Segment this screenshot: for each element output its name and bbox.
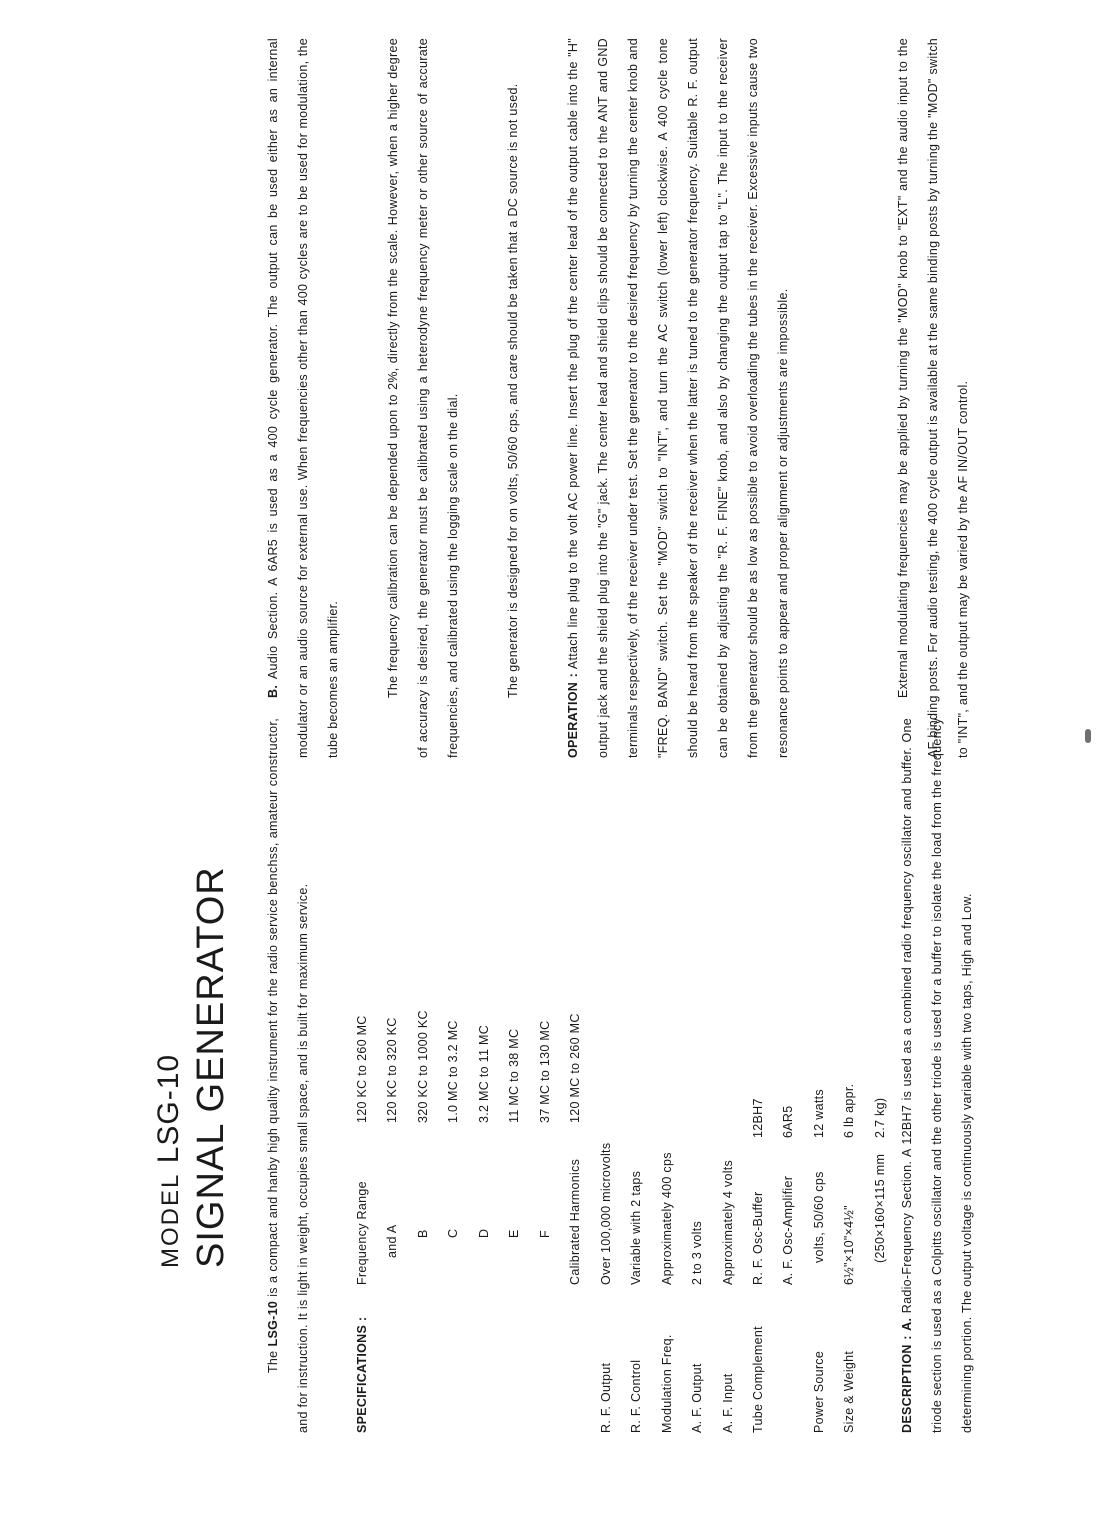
section-a-label: A. — [900, 1317, 914, 1331]
band-range: 3.2 MC to 11 MC — [477, 1024, 491, 1123]
power-text: The generator is designed for on volts, 50/60 cps, and care should be taken that a DC source is not used. — [506, 83, 520, 698]
external-text: External modulating frequencies may be applied by turning the "MOD" knob to "EXT" and the audio input to the AF binding posts. For audio testing, the 400 cycle output is available at the same binding posts by turning the "MOD" switch to "INT", and the output may be varied by the AF IN/OUT control. — [896, 38, 970, 758]
spec-extra: 6AR5 — [781, 1105, 795, 1138]
band-range: 1.0 MC to 3.2 MC — [446, 1020, 460, 1123]
specifications — [352, 718, 752, 1433]
operation-text: Attach line plug to the volt AC power line. Insert the plug of the center lead of the output cable into the "H" output jack and the shield plug into the "G" jack. The center lead and shield clips should be connected to the ANT and GND terminals respectively, of the receiver under test. Set the generator to the desired frequency by turning the center knob and "FREQ. BAND" switch. Set the "MOD" switch to "INT", and turn the AC switch (lower left) clockwise. A 400 cycle tone should be heard from the speaker of the receiver when the latter is tuned to the generator frequency. Suitable R. F. output can be obtained by adjusting the "R. F. FINE" knob, and also by changing the output tap to "L". The input to the receiver from the generator should be as low as possible to avoid overloading the tubes in the receiver. Excessive inputs cause two resonance points to appear and proper alignment or adjustments are impossible. — [566, 38, 790, 758]
spec-label: A. F. Input — [721, 1373, 735, 1433]
page-title: SIGNAL GENERATOR — [190, 866, 232, 1268]
spec-label: Power Source — [812, 1350, 826, 1433]
spec-value: Over 100,000 microvolts — [599, 1142, 613, 1285]
intro-model: LSG-10 — [266, 1300, 280, 1347]
spec-label: R. F. Control — [629, 1359, 643, 1433]
model-word: MODEL — [157, 1172, 184, 1268]
section-b-label: B. — [266, 684, 280, 698]
spec-value: Approximately 400 cps — [660, 1152, 674, 1285]
right-column — [0, 13, 1100, 758]
specifications-continued — [748, 718, 908, 1433]
spec-value: volts, 50/60 cps — [812, 1171, 826, 1263]
band-label: D — [477, 1228, 491, 1238]
spec-value: 6½"×10"×4½" — [842, 1205, 856, 1285]
audio-section-paragraph — [258, 38, 348, 758]
band-label: and A — [385, 1224, 399, 1258]
description-paragraph — [892, 718, 982, 1433]
band-label: F — [538, 1230, 552, 1238]
scan-mark — [1085, 729, 1091, 743]
model-number: LSG-10 — [152, 1053, 185, 1164]
band-range: 11 MC to 38 MC — [507, 1028, 521, 1123]
spec-value: R. F. Osc-Buffer — [751, 1191, 765, 1285]
spec-value: Variable with 2 taps — [629, 1170, 643, 1285]
band-label: E — [507, 1229, 521, 1238]
band-range: 120 KC to 260 MC — [355, 1015, 369, 1123]
calibration-text: The frequency calibration can be depended upon to 2%, directly from the scale. However, when a higher degree of accuracy is desired, the generator must be calibrated using a heterodyne frequency meter or other source of accurate frequencies, and calibrated using the logging scale on the dial. — [386, 38, 460, 758]
harmonics-label: Calibrated Harmonics — [568, 1158, 582, 1285]
band-range: 37 MC to 130 MC — [538, 1020, 552, 1123]
left-column — [0, 688, 1100, 1433]
spec-extra: 12 watts — [812, 1089, 826, 1138]
intro-text: is a compact and hanby high quality instrument for the radio service benchss, amateur constructor, and for instruction. It is light in weight, occupies small space, and is built for maximum service. — [266, 718, 310, 1433]
section-a-text: Radio-Frequency Section. A 12BH7 is used as a combined radio frequency oscillator and buffer. One triode section is used as a Colpitts oscillator and the other triode is used for a buffer to isolate the load from the frequency determining portion. The output voltage is continuously variable with two taps, High and Low. — [900, 717, 974, 1433]
spec-label: Modulation Freq. — [660, 1334, 674, 1433]
band-range: 320 KC to 1000 KC — [416, 1010, 430, 1123]
spec-label: R. F. Output — [599, 1362, 613, 1433]
spec-label: Tube Complement — [751, 1326, 765, 1433]
model-heading — [152, 1054, 186, 1268]
spec-label: A. F. Output — [690, 1363, 704, 1433]
harmonics-range: 120 MC to 260 MC — [568, 1013, 582, 1123]
frequency-range-label: Frequency Range — [355, 1181, 369, 1285]
calibration-paragraph — [378, 38, 468, 758]
band-label: B — [416, 1229, 430, 1238]
description-heading: DESCRIPTION : — [900, 1335, 914, 1433]
section-b-text: Audio Section. A 6AR5 is used as a 400 cycle generator. The output can be used either as an internal modulator or an audio source for external use. When frequencies other than 400 cycles are to be used for modulation, the tube becomes an amplifier. — [266, 38, 340, 758]
spec-value: A. F. Osc-Amplifier — [781, 1175, 795, 1285]
external-modulation-paragraph — [888, 38, 978, 758]
spec-value: 2 to 3 volts — [690, 1220, 704, 1285]
specifications-heading: SPECIFICATIONS : — [355, 1316, 369, 1433]
spec-label: Size & Weight — [842, 1350, 856, 1433]
intro-prefix: The — [266, 1350, 280, 1373]
band-label: C — [446, 1228, 460, 1238]
operation-heading: OPERATION : — [566, 672, 580, 758]
spec-value: (250×160×115 mm — [873, 1153, 887, 1263]
operation-paragraph — [558, 38, 798, 758]
band-range: 120 KC to 320 KC — [385, 1017, 399, 1123]
spec-extra: 2.7 kg) — [873, 1097, 887, 1138]
spec-extra: 12BH7 — [751, 1098, 765, 1138]
power-paragraph — [498, 38, 528, 758]
spec-extra: 6 lb appr. — [842, 1083, 856, 1138]
spec-value: Approximately 4 volts — [721, 1159, 735, 1285]
intro-paragraph — [258, 718, 318, 1433]
